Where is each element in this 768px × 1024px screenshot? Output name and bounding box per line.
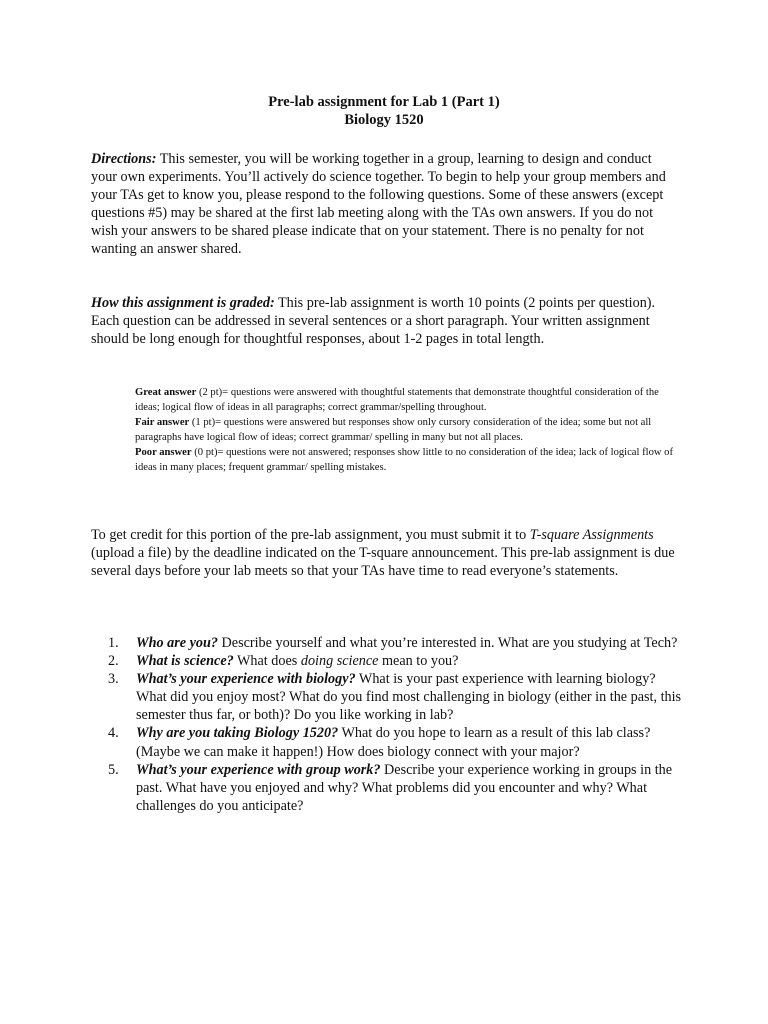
grading-rubric (135, 385, 680, 475)
grading-paragraph (91, 294, 681, 348)
rubric-points: (1 pt)= (189, 417, 224, 428)
question-number: 5. (108, 761, 119, 778)
question-item-2 (108, 652, 688, 670)
rubric-points: (2 pt)= (196, 387, 231, 398)
question-number: 2. (108, 653, 119, 670)
submission-paragraph (91, 526, 681, 580)
rubric-item-fair (135, 415, 680, 445)
question-number: 4. (108, 725, 119, 742)
question-text-before: What does (233, 653, 301, 670)
rubric-description: questions were answered with thoughtful statements that demonstrate thoughtful consideration of the ideas; logical flow of ideas in all paragraphs; correct grammar/spelling throughout. (135, 387, 659, 413)
directions-paragraph (91, 150, 681, 259)
rubric-points: (0 pt)= (191, 447, 227, 458)
question-number: 1. (108, 635, 119, 651)
question-heading: What’s your experience with biology? (136, 671, 356, 688)
question-number: 3. (108, 671, 119, 688)
rubric-description: questions were not answered; responses show little to no consideration of the idea; lack of logical flow of ideas in many places; frequent grammar/ spelling mistakes. (135, 447, 673, 473)
rubric-level: Poor answer (135, 447, 192, 458)
title-line-1: Pre-lab assignment for Lab 1 (Part 1) (268, 94, 500, 110)
rubric-level: Fair answer (135, 417, 190, 428)
question-list (108, 634, 688, 815)
question-text-after: mean to you? (378, 653, 459, 670)
question-item-3 (108, 670, 688, 724)
question-text: Describe your experience working in groups in the past. What have you enjoyed and why? What problems did you encounter and why? What challenges do you anticipate? (136, 761, 673, 814)
document-title (0, 93, 768, 129)
question-heading: What’s your experience with group work? (136, 761, 381, 778)
directions-text: This semester, you will be working together in a group, learning to design and conduct your own experiments. You’ll actively do science together. To begin to help your group members and your TAs get to know you, please respond to the following questions. Some of these answers (except questions #5) may be shared at the first lab meeting along with the TAs own answers. If you do not wish your answers to be shared please indicate that on your statement. There is no penalty for not wanting an answer shared. (91, 151, 666, 258)
question-item-1 (108, 634, 688, 652)
rubric-description: questions were answered but responses show only cursory consideration of the idea; some but not all paragraphs have logical flow of ideas; correct grammar/ spelling in many but not all places. (135, 417, 652, 443)
question-heading: Why are you taking Biology 1520? (136, 725, 339, 742)
rubric-level: Great answer (135, 387, 197, 398)
submission-text-after: (upload a file) by the deadline indicated on the T-square announcement. This pre-lab assignment is due several days before your lab meets so that your TAs have time to read everyone’s statements. (91, 545, 675, 580)
grading-text: This pre-lab assignment is worth 10 points (2 points per question). Each question can be addressed in several sentences or a short paragraph. Your written assignment should be long enough for thoughtful responses, about 1-2 pages in total length. (91, 295, 656, 348)
question-heading: What is science? (136, 653, 234, 670)
rubric-item-poor (135, 445, 680, 475)
question-item-5 (108, 761, 688, 815)
submission-text-before: To get credit for this portion of the pre-lab assignment, you must submit it to (91, 527, 530, 543)
tsquare-assignments-reference: T-square Assignments (529, 527, 654, 543)
question-emphasis: doing science (300, 653, 379, 670)
rubric-item-great (135, 385, 680, 415)
question-text: What is your past experience with learning biology? What did you enjoy most? What do you find most challenging in biology (either in the past, this semester thus far, or both)? Do you like working in lab? (136, 671, 682, 724)
title-line-2: Biology 1520 (344, 112, 424, 128)
question-heading: Who are you? (136, 635, 218, 651)
directions-label: Directions: (91, 151, 157, 167)
question-text: Describe yourself and what you’re interested in. What are you studying at Tech? (217, 635, 678, 651)
question-item-4 (108, 724, 688, 760)
grading-label: How this assignment is graded: (91, 295, 275, 311)
question-text: What do you hope to learn as a result of this lab class? (Maybe we can make it happen!) How does biology connect with your major? (136, 725, 651, 760)
